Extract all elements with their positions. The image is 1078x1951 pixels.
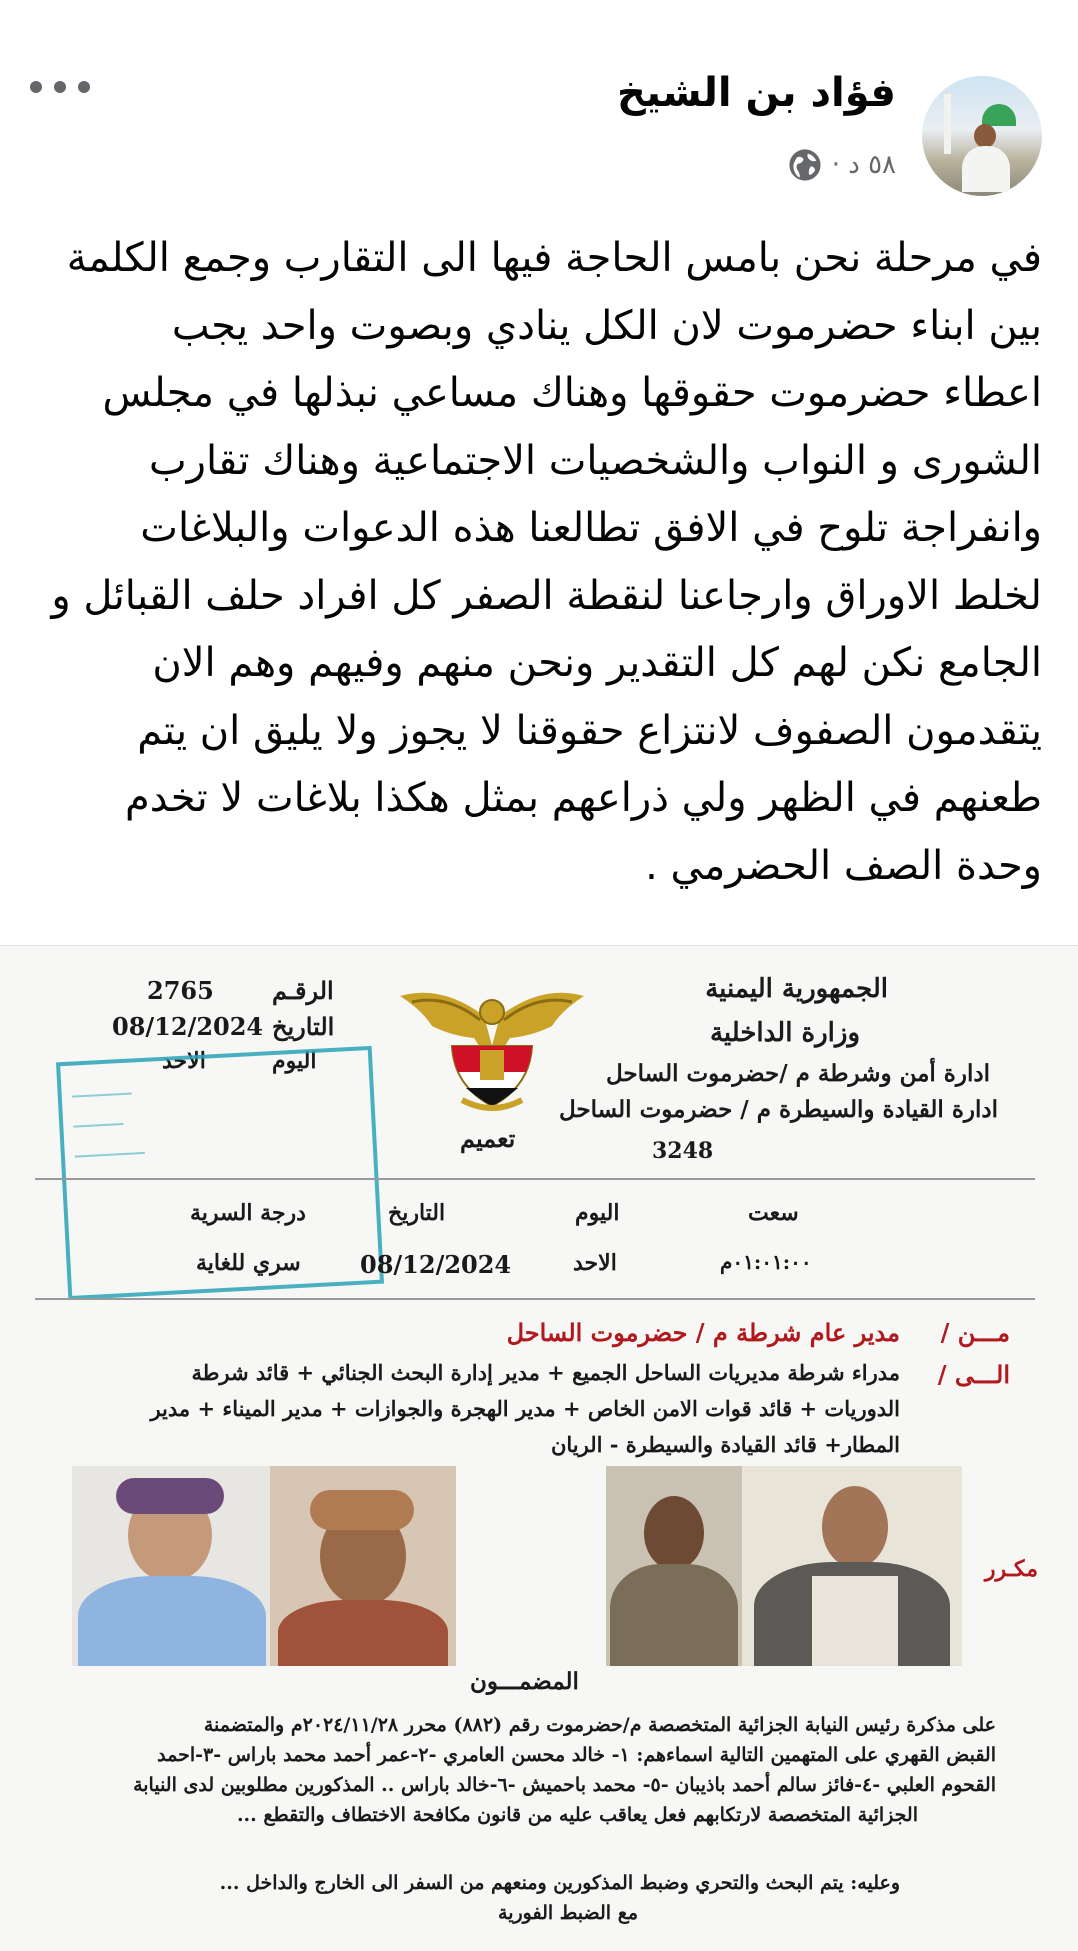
- more-dot: [30, 81, 42, 93]
- doc-to-line: الدوريات + قائد قوات الامن الخاص + مدير الهجرة والجوازات + مدير الميناء + مدير: [150, 1396, 900, 1421]
- post-meta: [788, 148, 896, 182]
- doc-body-line: الجزائية المتخصصة لارتكابهم فعل يعاقب عليه من قانون مكافحة الاختطاف والتقطع ...: [236, 1804, 918, 1826]
- post-line: لخلط الاوراق وارجاعنا لنقطة الصفر كل افراد حلف القبائل و: [51, 572, 1042, 619]
- attached-document-image[interactable]: [0, 945, 1078, 1951]
- doc-cut-line: مع الضبط الفورية: [498, 1902, 638, 1924]
- doc-rule: [35, 1298, 1035, 1300]
- doc-secrecy-value: سري للغاية: [196, 1250, 301, 1276]
- doc-secrecy-label: درجة السرية: [190, 1200, 306, 1226]
- post-line: وانفراجة تلوح في الافق تطالعنا هذه الدعوات والبلاغات: [140, 505, 1042, 551]
- doc-hour-value: ٠١:٠١:٠٠م: [720, 1250, 812, 1274]
- avatar-face: [974, 124, 996, 148]
- suspect-photo-4: [742, 1466, 962, 1666]
- suspect-photo-1: [72, 1466, 272, 1666]
- doc-number-value: 2765: [147, 976, 214, 1005]
- doc-rule: [35, 1178, 1035, 1180]
- doc-dept-1: ادارة أمن وشرطة م /حضرموت الساحل: [605, 1060, 990, 1087]
- doc-ministry: وزارة الداخلية: [709, 1018, 860, 1048]
- post-line: اعطاء حضرموت حقوقها وهناك مساعي نبذلها في مجلس: [102, 370, 1042, 416]
- post-body: [32, 225, 1042, 900]
- post-line: الشورى و النواب والشخصيات الاجتماعية وهناك تقارب: [149, 437, 1042, 484]
- globe-icon: [788, 148, 822, 182]
- post-line: يتقدمون الصفوف لانتزاع حقوقنا لا يجوز ولا يليق ان يتم: [137, 707, 1042, 754]
- doc-subject-label: المضمـــون: [470, 1668, 579, 1695]
- doc-day-value: الاحد: [162, 1048, 206, 1074]
- post-line: في مرحلة نحن بامس الحاجة فيها الى التقارب وجمع الكلمة: [66, 235, 1042, 281]
- doc-body-line: القحوم العلبي -٤-فائز سالم أحمد باذيبان -٥- محمد باحميش -٦-خالد باراس .. المذكورين مطلوبين لدى النيابة: [133, 1774, 996, 1796]
- doc-table-day-label: اليوم: [575, 1200, 620, 1226]
- post-line: وحدة الصف الحضرمي .: [645, 842, 1042, 889]
- doc-day-label: اليوم: [272, 1048, 317, 1074]
- post-line: طعنهم في الظهر ولي ذراعهم بمثل هكذا بلاغات لا تخدم: [125, 775, 1042, 821]
- post-header: [0, 60, 1078, 200]
- doc-table-day-value: الاحد: [573, 1250, 617, 1276]
- doc-table-date-value: 08/12/2024: [360, 1250, 512, 1279]
- avatar-dome: [982, 104, 1016, 126]
- post-line: بين ابناء حضرموت لان الكل ينادي وبصوت واحد يجب: [171, 302, 1042, 349]
- author-avatar[interactable]: [922, 76, 1042, 196]
- doc-to-label: الـــى /: [937, 1360, 1010, 1389]
- doc-from-value: مدير عام شرطة م / حضرموت الساحل: [506, 1318, 900, 1347]
- doc-republic: الجمهورية اليمنية: [705, 974, 888, 1004]
- author-name[interactable]: فؤاد بن الشيخ: [617, 70, 896, 116]
- more-dot: [54, 81, 66, 93]
- doc-to-line: مدراء شرطة مديريات الساحل الجميع + مدير إدارة البحث الجنائي + قائد شرطة: [191, 1360, 900, 1385]
- avatar-body: [962, 146, 1010, 192]
- doc-from-label: مـــن /: [940, 1318, 1010, 1347]
- post-line: الجامع نكن لهم كل التقدير ونحن منهم وفيهم وهم الان: [152, 640, 1042, 686]
- more-options-button[interactable]: [30, 72, 90, 102]
- avatar-minaret: [944, 94, 951, 154]
- doc-closing-line: وعليه: يتم البحث والتحري وضبط المذكورين ومنعهم من السفر الى الخارج والداخل ...: [219, 1872, 900, 1894]
- doc-body-line: على مذكرة رئيس النيابة الجزائية المتخصصة م/حضرموت رقم (٨٨٢) محرر ٢٠٢٤/١١/٢٨م والمتضمنة: [203, 1714, 996, 1736]
- doc-circular-title: تعميم: [460, 1124, 516, 1153]
- doc-dept-2: ادارة القيادة والسيطرة م / حضرموت الساحل: [559, 1096, 998, 1123]
- doc-number-label: الرقـم: [272, 976, 334, 1005]
- doc-ref-code: 3248: [652, 1138, 714, 1164]
- doc-date-label: التاريخ: [272, 1012, 335, 1041]
- suspect-photo-3: [606, 1466, 742, 1666]
- more-dots-icon: [78, 81, 90, 93]
- post-time[interactable]: ٥٨ د ·: [831, 150, 896, 180]
- doc-cc-label: مكـرر: [984, 1556, 1038, 1582]
- doc-body-line: القبض القهري على المتهمين التالية اسماءهم: ١- خالد محسن العامري -٢-عمر أحمد محمد باراس -٣-احمد: [157, 1744, 996, 1766]
- doc-to-line: المطار+ قائد القيادة والسيطرة - الريان: [550, 1432, 900, 1457]
- doc-table-date-label: التاريخ: [388, 1200, 446, 1226]
- doc-date-value: 08/12/2024: [112, 1012, 264, 1041]
- doc-hour-label: سعت: [748, 1200, 799, 1226]
- suspect-photo-2: [270, 1466, 456, 1666]
- yemen-eagle-emblem-icon: [392, 976, 592, 1116]
